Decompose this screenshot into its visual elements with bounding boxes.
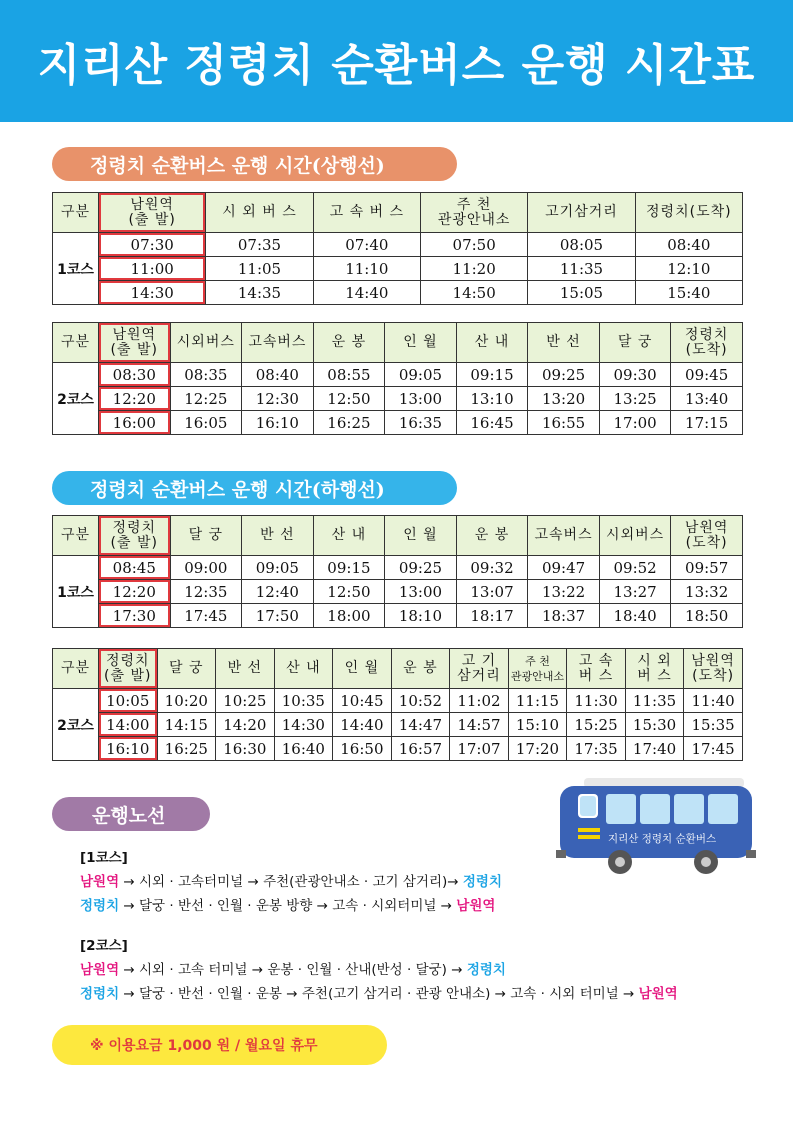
stop-header: 정령치 (출 발) — [99, 649, 158, 689]
bus-label: 지리산 정령치 순환버스 — [608, 833, 717, 845]
stop-namwon: 남원역 — [80, 962, 120, 978]
timetable-up-course2 — [52, 322, 743, 435]
time-cell: 14:35 — [206, 281, 313, 305]
table-row — [53, 737, 743, 761]
time-cell: 16:10 — [99, 737, 158, 761]
time-cell: 13:00 — [385, 580, 457, 604]
stop-jeongryeongchi: 정령치 — [462, 874, 502, 890]
stop-header: 인 월 — [385, 516, 457, 556]
time-cell: 11:35 — [528, 257, 635, 281]
table-row — [53, 713, 743, 737]
time-cell: 12:35 — [170, 580, 242, 604]
time-cell: 13:40 — [671, 387, 743, 411]
stop-header: 고 속 버 스 — [567, 649, 626, 689]
time-cell: 09:47 — [528, 556, 600, 580]
time-cell: 15:35 — [684, 713, 743, 737]
time-cell: 07:35 — [206, 233, 313, 257]
time-cell: 09:25 — [385, 556, 457, 580]
stop-header: 남원역 (출 발) — [99, 323, 171, 363]
timetable-down-course2 — [52, 648, 743, 761]
time-cell: 16:40 — [274, 737, 333, 761]
time-cell: 14:40 — [333, 713, 392, 737]
time-cell: 17:40 — [625, 737, 684, 761]
time-cell: 11:02 — [450, 689, 509, 713]
fare-notice: ※ 이용요금 1,000 원 / 월요일 휴무 — [52, 1025, 387, 1065]
stop-header: 고기삼거리 — [528, 193, 635, 233]
stop-jeongryeongchi: 정령치 — [80, 986, 120, 1002]
route-course1-line2 — [80, 894, 760, 918]
route-section-heading: 운행노선 — [52, 797, 210, 831]
stop-header: 반 선 — [242, 516, 314, 556]
time-cell: 09:52 — [599, 556, 671, 580]
route-course2-line1 — [80, 958, 760, 982]
time-cell: 09:45 — [671, 363, 743, 387]
time-cell: 09:15 — [456, 363, 528, 387]
time-cell: 12:40 — [242, 580, 314, 604]
stop-jeongryeongchi: 정령치 — [80, 898, 120, 914]
time-cell: 11:35 — [625, 689, 684, 713]
stop-header: 인 월 — [333, 649, 392, 689]
stop-jeongryeongchi: 정령치 — [466, 962, 506, 978]
route-text: → 달궁 · 반선 · 인월 · 운봉 → 주천(고기 삼거리 · 관광 안내소) → 고속 · 시외 터미널 → — [119, 986, 639, 1002]
time-cell: 11:00 — [99, 257, 206, 281]
stop-header: 산 내 — [456, 323, 528, 363]
time-cell: 07:50 — [420, 233, 527, 257]
route-text: → 시외 · 고속 터미널 → 운봉 · 인월 · 산내(반성 · 달궁) → — [119, 962, 467, 978]
time-cell: 14:40 — [313, 281, 420, 305]
time-cell: 17:07 — [450, 737, 509, 761]
route-course1-line1 — [80, 870, 760, 894]
stop-header: 정령치 (출 발) — [99, 516, 171, 556]
time-cell: 15:40 — [635, 281, 742, 305]
up-section-heading: 정령치 순환버스 운행 시간(상행선) — [52, 147, 457, 181]
time-cell: 15:25 — [567, 713, 626, 737]
gubun-header: 구분 — [53, 323, 99, 363]
time-cell: 09:05 — [385, 363, 457, 387]
time-cell: 13:07 — [456, 580, 528, 604]
stop-header: 남원역 (도착) — [684, 649, 743, 689]
time-cell: 14:15 — [157, 713, 216, 737]
time-cell: 09:15 — [313, 556, 385, 580]
time-cell: 10:45 — [333, 689, 392, 713]
time-cell: 18:10 — [385, 604, 457, 628]
time-cell: 14:47 — [391, 713, 450, 737]
time-cell: 16:10 — [242, 411, 314, 435]
time-cell: 13:00 — [385, 387, 457, 411]
time-cell: 12:25 — [170, 387, 242, 411]
course-label: 1코스 — [53, 556, 99, 628]
down-section-heading: 정령치 순환버스 운행 시간(하행선) — [52, 471, 457, 505]
time-cell: 12:20 — [99, 387, 171, 411]
time-cell: 12:10 — [635, 257, 742, 281]
time-cell: 17:45 — [684, 737, 743, 761]
stop-header: 산 내 — [274, 649, 333, 689]
stop-header: 달 궁 — [157, 649, 216, 689]
timetable-up-course1 — [52, 192, 743, 305]
time-cell: 16:35 — [385, 411, 457, 435]
time-cell: 13:20 — [528, 387, 600, 411]
time-cell: 15:10 — [508, 713, 567, 737]
time-cell: 18:00 — [313, 604, 385, 628]
stop-header: 주 천 관광안내소 — [508, 649, 567, 689]
course-label: 2코스 — [53, 363, 99, 435]
time-cell: 14:50 — [420, 281, 527, 305]
stop-header: 시외버스 — [599, 516, 671, 556]
time-cell: 09:32 — [456, 556, 528, 580]
time-cell: 17:20 — [508, 737, 567, 761]
stop-header: 시외버스 — [170, 323, 242, 363]
time-cell: 18:50 — [671, 604, 743, 628]
stop-header: 고 속 버 스 — [313, 193, 420, 233]
stop-header: 정령치(도착) — [635, 193, 742, 233]
time-cell: 14:30 — [274, 713, 333, 737]
time-cell: 15:30 — [625, 713, 684, 737]
route-description — [80, 846, 760, 1006]
time-cell: 15:05 — [528, 281, 635, 305]
course-label: 1코스 — [53, 233, 99, 305]
time-cell: 16:55 — [528, 411, 600, 435]
stop-header: 고 기 삼거리 — [450, 649, 509, 689]
time-cell: 10:05 — [99, 689, 158, 713]
table-row — [53, 580, 743, 604]
time-cell: 08:55 — [313, 363, 385, 387]
route-text: → 시외 · 고속터미널 → 주천(관광안내소 · 고기 삼거리)→ — [119, 874, 463, 890]
time-cell: 08:45 — [99, 556, 171, 580]
route-text: → 달궁 · 반선 · 인월 · 운봉 방향 → 고속 · 시외터미널 → — [119, 898, 457, 914]
table-row — [53, 363, 743, 387]
time-cell: 16:00 — [99, 411, 171, 435]
time-cell: 18:40 — [599, 604, 671, 628]
time-cell: 08:05 — [528, 233, 635, 257]
time-cell: 12:50 — [313, 580, 385, 604]
time-cell: 16:30 — [216, 737, 275, 761]
table-row — [53, 233, 743, 257]
time-cell: 10:25 — [216, 689, 275, 713]
time-cell: 10:52 — [391, 689, 450, 713]
stop-header: 남원역 (출 발) — [99, 193, 206, 233]
time-cell: 08:30 — [99, 363, 171, 387]
course-label: 2코스 — [53, 689, 99, 761]
time-cell: 18:17 — [456, 604, 528, 628]
route-course2-heading: [2코스] — [80, 938, 128, 954]
time-cell: 16:25 — [157, 737, 216, 761]
time-cell: 08:40 — [242, 363, 314, 387]
time-cell: 18:37 — [528, 604, 600, 628]
timetable-down-course1 — [52, 515, 743, 628]
time-cell: 16:50 — [333, 737, 392, 761]
stop-header: 달 궁 — [599, 323, 671, 363]
time-cell: 07:30 — [99, 233, 206, 257]
table-row — [53, 604, 743, 628]
table-row — [53, 281, 743, 305]
stop-header: 시 외 버 스 — [206, 193, 313, 233]
stop-namwon: 남원역 — [80, 874, 120, 890]
stop-header: 인 월 — [385, 323, 457, 363]
stop-header: 반 선 — [528, 323, 600, 363]
stop-header: 달 궁 — [170, 516, 242, 556]
time-cell: 17:00 — [599, 411, 671, 435]
time-cell: 16:05 — [170, 411, 242, 435]
time-cell: 09:25 — [528, 363, 600, 387]
stop-header: 운 봉 — [391, 649, 450, 689]
table-row — [53, 257, 743, 281]
time-cell: 10:20 — [157, 689, 216, 713]
time-cell: 13:27 — [599, 580, 671, 604]
time-cell: 09:30 — [599, 363, 671, 387]
time-cell: 13:22 — [528, 580, 600, 604]
time-cell: 12:20 — [99, 580, 171, 604]
time-cell: 13:10 — [456, 387, 528, 411]
time-cell: 12:50 — [313, 387, 385, 411]
time-cell: 14:20 — [216, 713, 275, 737]
time-cell: 16:45 — [456, 411, 528, 435]
time-cell: 11:10 — [313, 257, 420, 281]
time-cell: 11:05 — [206, 257, 313, 281]
stop-header: 산 내 — [313, 516, 385, 556]
table-row — [53, 387, 743, 411]
time-cell: 11:15 — [508, 689, 567, 713]
stop-header: 시 외 버 스 — [625, 649, 684, 689]
time-cell: 10:35 — [274, 689, 333, 713]
time-cell: 09:05 — [242, 556, 314, 580]
stop-header: 고속버스 — [242, 323, 314, 363]
route-course2-line2 — [80, 982, 760, 1006]
time-cell: 17:35 — [567, 737, 626, 761]
table-row — [53, 411, 743, 435]
time-cell: 14:30 — [99, 281, 206, 305]
time-cell: 08:35 — [170, 363, 242, 387]
stop-header: 운 봉 — [456, 516, 528, 556]
time-cell: 16:25 — [313, 411, 385, 435]
time-cell: 14:00 — [99, 713, 158, 737]
time-cell: 13:25 — [599, 387, 671, 411]
table-row — [53, 556, 743, 580]
stop-header: 주 천 관광안내소 — [420, 193, 527, 233]
stop-header: 정령치 (도착) — [671, 323, 743, 363]
table-row — [53, 689, 743, 713]
time-cell: 07:40 — [313, 233, 420, 257]
stop-namwon: 남원역 — [638, 986, 678, 1002]
time-cell: 11:30 — [567, 689, 626, 713]
stop-header: 반 선 — [216, 649, 275, 689]
time-cell: 17:15 — [671, 411, 743, 435]
route-course1-heading: [1코스] — [80, 850, 128, 866]
time-cell: 13:32 — [671, 580, 743, 604]
time-cell: 12:30 — [242, 387, 314, 411]
time-cell: 17:45 — [170, 604, 242, 628]
stop-namwon: 남원역 — [456, 898, 496, 914]
time-cell: 17:50 — [242, 604, 314, 628]
time-cell: 09:00 — [170, 556, 242, 580]
time-cell: 11:40 — [684, 689, 743, 713]
time-cell: 08:40 — [635, 233, 742, 257]
stop-header: 남원역 (도착) — [671, 516, 743, 556]
gubun-header: 구분 — [53, 516, 99, 556]
time-cell: 09:57 — [671, 556, 743, 580]
time-cell: 16:57 — [391, 737, 450, 761]
stop-header: 운 봉 — [313, 323, 385, 363]
page-header — [0, 0, 793, 122]
time-cell: 14:57 — [450, 713, 509, 737]
page-title: 지리산 정령치 순환버스 운행 시간표 — [37, 40, 756, 91]
stop-header: 고속버스 — [528, 516, 600, 556]
gubun-header: 구분 — [53, 649, 99, 689]
time-cell: 11:20 — [420, 257, 527, 281]
time-cell: 17:30 — [99, 604, 171, 628]
gubun-header: 구분 — [53, 193, 99, 233]
